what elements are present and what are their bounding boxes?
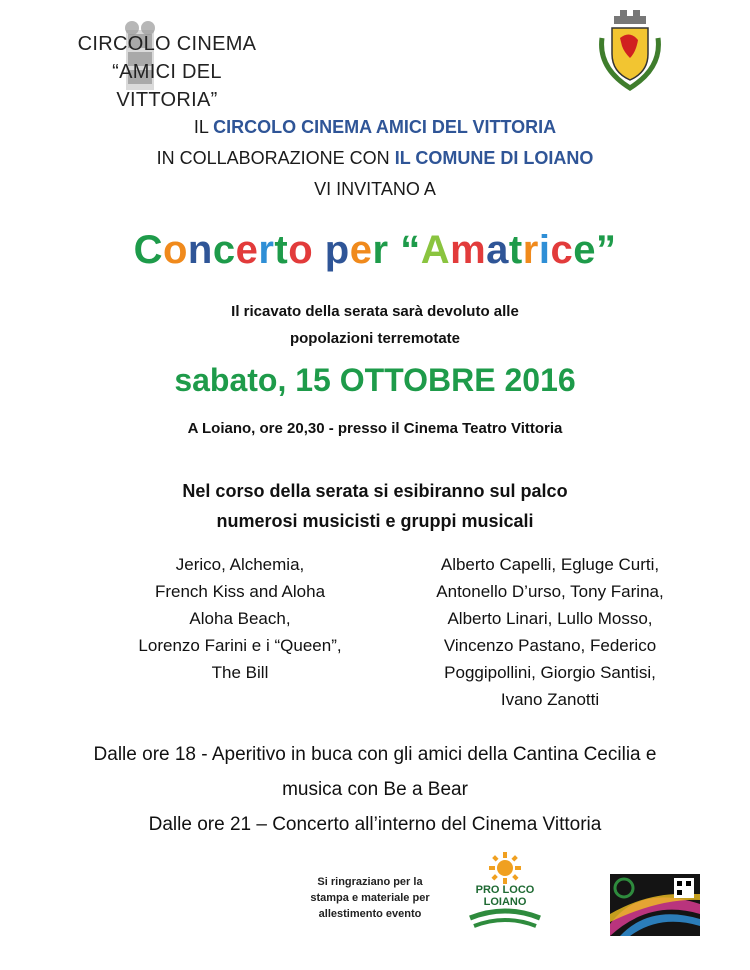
- performers-right-list: [400, 551, 700, 713]
- event-title: [0, 228, 750, 273]
- title-letter: e: [349, 228, 373, 272]
- performer-group: French Kiss and Aloha: [154, 582, 326, 601]
- donation-line-2: popolazioni terremotate: [289, 330, 461, 347]
- title-letter: e: [573, 228, 596, 272]
- cinema-club-logo: [62, 30, 272, 114]
- thanks-line-2: stampa e materiale per: [310, 892, 430, 904]
- performer-group: Aloha Beach,: [189, 609, 291, 628]
- title-letter: [313, 228, 325, 272]
- partner-name: IL COMUNE DI LOIANO: [394, 148, 594, 168]
- schedule-line-2: musica con Be a Bear: [282, 779, 468, 800]
- title-letter: o: [288, 228, 314, 272]
- donation-line-1: Il ricavato della serata sarà devoluto alle: [231, 303, 519, 320]
- title-letter: t: [274, 228, 289, 272]
- title-letter: “: [400, 228, 421, 272]
- logo-line-2: “AMICI DEL VITTORIA”: [112, 61, 222, 111]
- title-letter: t: [508, 228, 523, 272]
- title-letter: [389, 228, 401, 272]
- proloco-line-2: LOIANO: [483, 896, 527, 908]
- title-letter: ”: [595, 228, 617, 272]
- title-letter: A: [420, 228, 451, 272]
- title-letter: c: [212, 228, 236, 272]
- title-letter: c: [550, 228, 574, 272]
- performer-group: Lorenzo Farini e i “Queen”,: [138, 636, 342, 655]
- performer-musicians: Poggipollini, Giorgio Santisi,: [444, 663, 656, 682]
- performer-musicians: Alberto Linari, Lullo Mosso,: [447, 609, 653, 628]
- title-letter: a: [486, 228, 509, 272]
- municipal-crest-icon: [596, 8, 664, 92]
- intro-prefix-1: IL: [193, 117, 214, 137]
- proloco-logo-text: [462, 884, 548, 908]
- title-letter: C: [133, 228, 163, 272]
- performer-musicians: Alberto Capelli, Egluge Curti,: [440, 555, 660, 574]
- performers-intro: [0, 476, 750, 536]
- performers-intro-line-1: Nel corso della serata si esibiranno sul palco: [182, 481, 568, 501]
- title-letter: r: [522, 228, 539, 272]
- title-letter: m: [450, 228, 487, 272]
- intro-line-3: VI INVITANO A: [314, 179, 436, 199]
- sponsor-logo-icon: [610, 874, 700, 936]
- performer-group: The Bill: [211, 663, 269, 682]
- schedule-line-3: Dalle ore 21 – Concerto all’interno del Cinema Vittoria: [148, 814, 602, 835]
- title-letter: i: [538, 228, 551, 272]
- thanks-line-1: Si ringraziano per la: [317, 876, 423, 888]
- title-letter: p: [324, 228, 350, 272]
- intro-prefix-2: IN COLLABORAZIONE CON: [156, 148, 395, 168]
- logo-line-1: CIRCOLO CINEMA: [77, 33, 257, 55]
- sponsor-thanks: [300, 874, 440, 922]
- title-letter: n: [187, 228, 213, 272]
- performer-musicians: Vincenzo Pastano, Federico: [443, 636, 657, 655]
- event-location: A Loiano, ore 20,30 - presso il Cinema Teatro Vittoria: [187, 420, 563, 437]
- schedule-line-1: Dalle ore 18 - Aperitivo in buca con gli amici della Cantina Cecilia e: [93, 744, 657, 765]
- intro-line-2: [0, 146, 750, 171]
- intro-line-1: [0, 115, 750, 140]
- title-letter: e: [235, 228, 259, 272]
- title-letter: r: [258, 228, 275, 272]
- performer-musicians: Ivano Zanotti: [500, 690, 600, 709]
- performers-intro-line-2: numerosi musicisti e gruppi musicali: [216, 511, 534, 531]
- thanks-line-3: allestimento evento: [318, 908, 422, 920]
- event-date: sabato, 15 OTTOBRE 2016: [174, 362, 576, 398]
- performers-left-list: [100, 551, 380, 686]
- title-letter: o: [162, 228, 188, 272]
- title-letter: r: [372, 228, 389, 272]
- proloco-line-1: PRO LOCO: [475, 884, 535, 896]
- organizer-name: CIRCOLO CINEMA AMICI DEL VITTORIA: [213, 117, 557, 137]
- performer-musicians: Antonello D’urso, Tony Farina,: [436, 582, 664, 601]
- performer-group: Jerico, Alchemia,: [175, 555, 305, 574]
